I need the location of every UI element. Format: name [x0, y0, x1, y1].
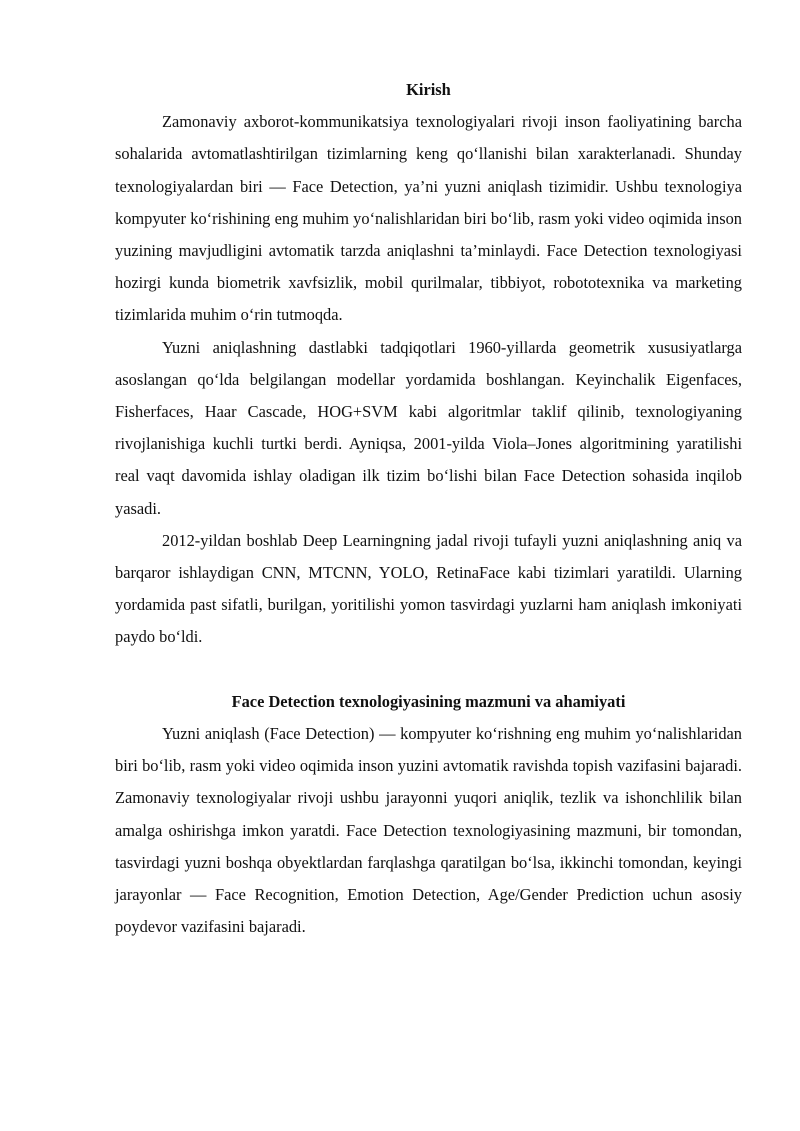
- section-heading: Face Detection texnologiyasining mazmuni va ahamiyati: [231, 691, 626, 711]
- intro-paragraph-1: Zamonaviy axborot-kommunikatsiya texnologiyalari rivoji inson faoliyatining barcha sohalarida avtomatlashtirilgan tizimlarning keng qo‘llanishi bilan xarakterlanadi. Shunday texnologiyalardan biri — Face Detection, ya’ni yuzni aniqlash tizimidir. Ushbu texnologiya kompyuter ko‘rishining eng muhim yo‘nalishlaridan biri bo‘lib, rasm yoki video oqimida inson yuzining mavjudligini avtomatik tarzda aniqlashni ta’minlaydi. Face Detection texnologiyasi hozirgi kunda biometrik xavfsizlik, mobil qurilmalar, tibbiyot, robototexnika va marketing tizimlarida muhim o‘rin tutmoqda.: [115, 112, 742, 325]
- document-body: [115, 74, 742, 943]
- intro-paragraph-3: 2012-yildan boshlab Deep Learningning jadal rivoji tufayli yuzni aniqlashning aniq va barqaror ishlaydigan CNN, MTCNN, YOLO, RetinaFace kabi tizimlari yaratildi. Ularning yordamida past sifatli, burilgan, yoritilishi yomon tasvirdagi yuzlarni ham aniqlash imkoniyati paydo bo‘ldi.: [115, 530, 742, 647]
- page-title: Kirish: [406, 80, 451, 99]
- section-paragraph-1: Yuzni aniqlash (Face Detection) — kompyuter ko‘rishning eng muhim yo‘nalishlaridan biri bo‘lib, rasm yoki video oqimida inson yuzini avtomatik ravishda topish vazifasini bajaradi. Zamonaviy texnologiyalar rivoji ushbu jarayonni yuqori aniqlik, tezlik va ishonchlilik bilan amalga oshirishga imkon yaratdi. Face Detection texnologiyasining mazmuni, bir tomondan, tasvirdagi yuzni boshqa obyektlardan farqlashga qaratilgan bo‘lsa, ikkinchi tomondan, keyingi jarayonlar — Face Recognition, Emotion Detection, Age/Gender Prediction uchun asosiy poydevor vazifasini bajaradi.: [115, 724, 742, 937]
- intro-paragraph-2: Yuzni aniqlashning dastlabki tadqiqotlari 1960-yillarda geometrik xususiyatlarga asoslangan qo‘lda belgilangan modellar yordamida boshlangan. Keyinchalik Eigenfaces, Fisherfaces, Haar Cascade, HOG+SVM kabi algoritmlar taklif qilinib, texnologiyaning rivojlanishiga kuchli turtki berdi. Ayniqsa, 2001-yilda Viola–Jones algoritmining yaratilishi real vaqt davomida ishlay oladigan ilk tizim bo‘lishi bilan Face Detection sohasida inqilob yasadi.: [115, 337, 742, 518]
